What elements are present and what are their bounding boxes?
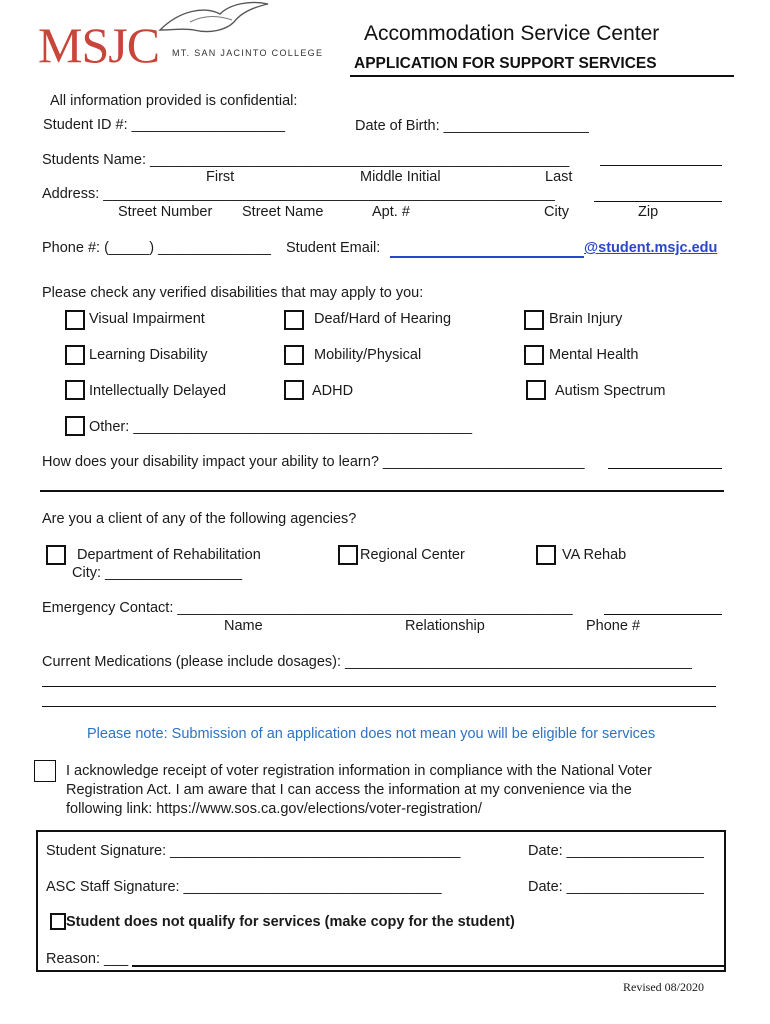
phone-field[interactable]: Phone #: (_____) ______________ bbox=[42, 240, 271, 256]
student-email-label: Student Email: bbox=[286, 240, 381, 256]
medications-field[interactable]: Current Medications (please include dosages): ___________________________________________ bbox=[42, 654, 692, 670]
adhd-checkbox[interactable] bbox=[284, 380, 304, 400]
learning-disability-checkbox[interactable] bbox=[65, 345, 85, 365]
deaf-hard-of-hearing-checkbox[interactable] bbox=[284, 310, 304, 330]
regional-center-label: Regional Center bbox=[360, 547, 465, 563]
voter-ack-line-3: following link: https://www.sos.ca.gov/elections/voter-registration/ bbox=[66, 801, 482, 817]
name-last-label: Last bbox=[545, 169, 573, 185]
deaf-hard-of-hearing-label: Deaf/Hard of Hearing bbox=[314, 311, 452, 327]
va-rehab-label: VA Rehab bbox=[562, 547, 627, 563]
students-name-field[interactable]: Students Name: ____________________________________________________ bbox=[42, 152, 570, 168]
voter-ack-line-2: Registration Act. I am aware that I can access the information at my convenience via the bbox=[66, 782, 632, 798]
street-number-label: Street Number bbox=[118, 204, 213, 220]
confidential-note: All information provided is confidential: bbox=[50, 93, 298, 109]
revised-date: Revised 08/2020 bbox=[623, 980, 704, 994]
medications-line-2[interactable] bbox=[42, 686, 716, 687]
msjc-logo bbox=[38, 0, 338, 72]
emergency-contact-field[interactable]: Emergency Contact: _________________________________________________ bbox=[42, 600, 573, 616]
emergency-name-label: Name bbox=[224, 618, 263, 634]
street-name-label: Street Name bbox=[242, 204, 324, 220]
mobility-physical-checkbox[interactable] bbox=[284, 345, 304, 365]
va-rehab-checkbox[interactable] bbox=[536, 545, 556, 565]
staff-signature-field[interactable]: ASC Staff Signature: ________________________________ bbox=[46, 879, 442, 895]
disabilities-prompt: Please check any verified disabilities that may apply to you: bbox=[42, 285, 424, 301]
zip-label: Zip bbox=[638, 204, 659, 220]
not-qualify-checkbox[interactable] bbox=[50, 913, 66, 930]
emergency-relationship-label: Relationship bbox=[405, 618, 485, 634]
dept-rehabilitation-label: Department of Rehabilitation bbox=[77, 547, 261, 563]
date-of-birth-field[interactable]: Date of Birth: __________________ bbox=[355, 118, 589, 134]
impact-line-end bbox=[608, 468, 722, 469]
other-disability-field[interactable]: Other: __________________________________________ bbox=[89, 419, 473, 435]
emergency-line-end bbox=[604, 614, 722, 615]
address-field[interactable]: Address: ________________________________________________________ bbox=[42, 186, 555, 202]
eligibility-note: Please note: Submission of an application does not mean you will be eligible for services bbox=[87, 726, 656, 742]
mental-health-label: Mental Health bbox=[549, 347, 639, 363]
page-subtitle: APPLICATION FOR SUPPORT SERVICES bbox=[354, 55, 657, 72]
visual-impairment-label: Visual Impairment bbox=[89, 311, 205, 327]
email-domain: @student.msjc.edu bbox=[584, 240, 718, 256]
dor-city-field[interactable]: City: _________________ bbox=[72, 565, 243, 581]
address-line-end bbox=[594, 201, 722, 202]
agencies-prompt: Are you a client of any of the following agencies? bbox=[42, 511, 357, 527]
page-title: Accommodation Service Center bbox=[364, 22, 660, 45]
learning-disability-label: Learning Disability bbox=[89, 347, 208, 363]
logo-wordmark: MSJC bbox=[38, 17, 160, 73]
regional-center-checkbox[interactable] bbox=[338, 545, 358, 565]
city-label: City bbox=[544, 204, 569, 220]
name-middle-label: Middle Initial bbox=[360, 169, 441, 185]
reason-field[interactable]: Reason: ___ bbox=[46, 951, 129, 967]
brain-injury-checkbox[interactable] bbox=[524, 310, 544, 330]
apt-label: Apt. # bbox=[372, 204, 410, 220]
name-first-label: First bbox=[206, 169, 235, 185]
adhd-label: ADHD bbox=[312, 383, 354, 399]
intellectually-delayed-checkbox[interactable] bbox=[65, 380, 85, 400]
logo-subtext: MT. SAN JACINTO COLLEGE bbox=[172, 48, 324, 58]
student-date-field[interactable]: Date: _________________ bbox=[528, 843, 704, 859]
email-input-line[interactable] bbox=[390, 256, 584, 258]
reason-line[interactable] bbox=[132, 965, 724, 967]
dept-rehabilitation-checkbox[interactable] bbox=[46, 545, 66, 565]
mental-health-checkbox[interactable] bbox=[524, 345, 544, 365]
autism-spectrum-label: Autism Spectrum bbox=[555, 383, 666, 399]
student-id-field[interactable]: Student ID #: ___________________ bbox=[43, 117, 285, 133]
intellectually-delayed-label: Intellectually Delayed bbox=[89, 383, 227, 399]
brain-injury-label: Brain Injury bbox=[549, 311, 623, 327]
other-disability-checkbox[interactable] bbox=[65, 416, 85, 436]
student-signature-field[interactable]: Student Signature: ____________________________________ bbox=[46, 843, 461, 859]
medications-line-3[interactable] bbox=[42, 706, 716, 707]
header-rule bbox=[350, 75, 734, 77]
voter-ack-line-1: I acknowledge receipt of voter registration information in compliance with the National Voter bbox=[66, 763, 652, 779]
emergency-phone-label: Phone # bbox=[586, 618, 641, 634]
voter-ack-checkbox[interactable] bbox=[34, 760, 56, 782]
eagle-icon bbox=[150, 0, 270, 40]
staff-date-field[interactable]: Date: _________________ bbox=[528, 879, 704, 895]
not-qualify-label: Student does not qualify for services (make copy for the student) bbox=[66, 914, 515, 930]
visual-impairment-checkbox[interactable] bbox=[65, 310, 85, 330]
name-line-end bbox=[600, 165, 722, 166]
impact-question-field[interactable]: How does your disability impact your ability to learn? _________________________ bbox=[42, 454, 585, 470]
impact-answer-line[interactable] bbox=[40, 490, 724, 492]
mobility-physical-label: Mobility/Physical bbox=[314, 347, 422, 363]
autism-spectrum-checkbox[interactable] bbox=[526, 380, 546, 400]
